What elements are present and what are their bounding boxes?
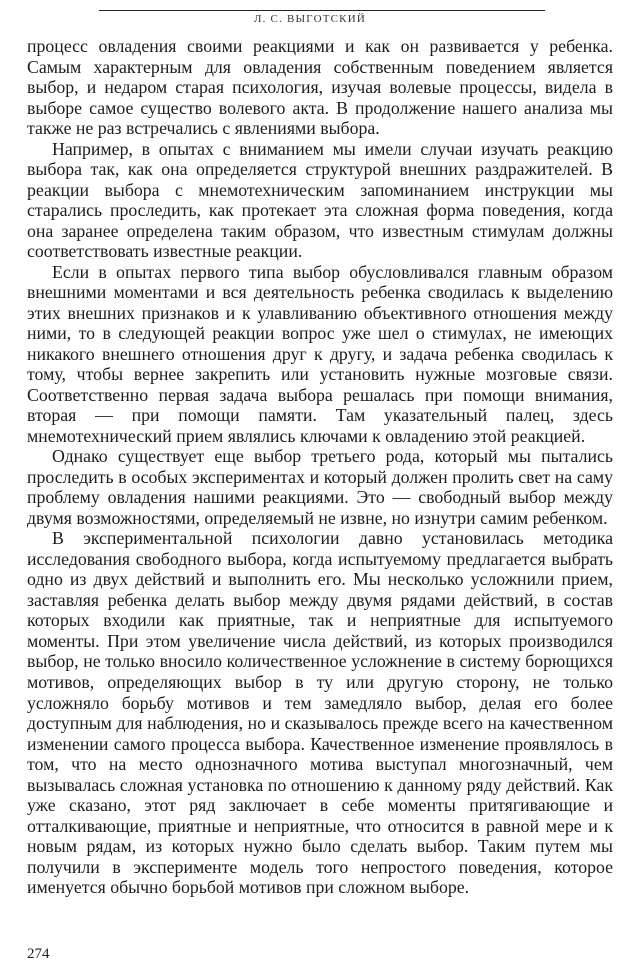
paragraph-1: процесс овладения своими реакциями и как он развивается у ребенка. Самым характерным для овладения собственным поведением является выбор, и недаром старая психология, изучая волевые процессы, видела в выборе самое существо волевого акта. В продолжение нашего анализа мы также не раз встречались с явлениями выбора. bbox=[27, 36, 613, 139]
body-text bbox=[27, 36, 613, 898]
header-rule bbox=[99, 10, 545, 11]
paragraph-2: Например, в опытах с вниманием мы имели случаи изучать реакцию выбора так, как она определяется структурой внешних раздражителей. В реакции выбора с мнемотехническим запоминанием инструкции мы старались проследить, как протекает эта сложная форма поведения, когда она заранее определена таким образом, что известным стимулам должны соответствовать известные реакции. bbox=[27, 138, 613, 262]
paragraph-3: Если в опытах первого типа выбор обусловливался главным образом внешними моментами и вся деятельность ребенка сводилась к выделению этих внешних признаков и к улавливанию объективного отношения между ними, то в следующей реакции вопрос уже шел о стимулах, не имеющих никакого внешнего отношения друг к другу, и задача ребенка сводилась к тому, чтобы вернее закрепить или установить нужные мозговые связи. Соответственно первая задача выбора решалась при помощи внимания, вторая — при помощи памяти. Там указательный палец, здесь мнемотехнический прием являлись ключами к овладению этой реакцией. bbox=[27, 261, 613, 446]
paragraph-4: Однако существует еще выбор третьего рода, который мы пытались проследить в особых экспериментах и который должен пролить свет на саму проблему овладения нашими реакциями. Это — свободный выбор между двумя возможностями, определяемый не извне, но изнутри самим ребенком. bbox=[27, 446, 613, 528]
running-head: Л. С. ВЫГОТСКИЙ bbox=[253, 13, 367, 25]
page-number: 274 bbox=[27, 946, 50, 962]
paragraph-5: В экспериментальной психологии давно установилась методика исследования свободного выбора, когда испытуемому предлагается выбрать одно из двух действий и выполнить его. Мы несколько усложнили прием, заставляя ребенка делать выбор между двумя рядами действий, в состав которых входили как приятные, так и неприятные для испытуемого моменты. При этом увеличение числа действий, из которых производился выбор, не только вносило количественное усложнение в систему борющихся мотивов, определяющих выбор в ту или другую сторону, не только усложняло борьбу мотивов и тем замедляло выбор, делая его более доступным для наблюдения, но и сказывалось прежде всего на качественном изменении самого процесса выбора. Качественное изменение проявлялось в том, что на место однозначного мотива выступал многозначный, чем вызывалась сложная установка по отношению к данному ряду действий. Как уже сказано, этот ряд заключает в себе моменты притягивающие и отталкивающие, приятные и неприятные, что относится в равной мере и к новым рядам, из которых нужно было сделать выбор. Таким путем мы получили в эксперименте модель того непростого поведения, которое именуется обычно борьбой мотивов при сложном выборе. bbox=[27, 528, 613, 898]
